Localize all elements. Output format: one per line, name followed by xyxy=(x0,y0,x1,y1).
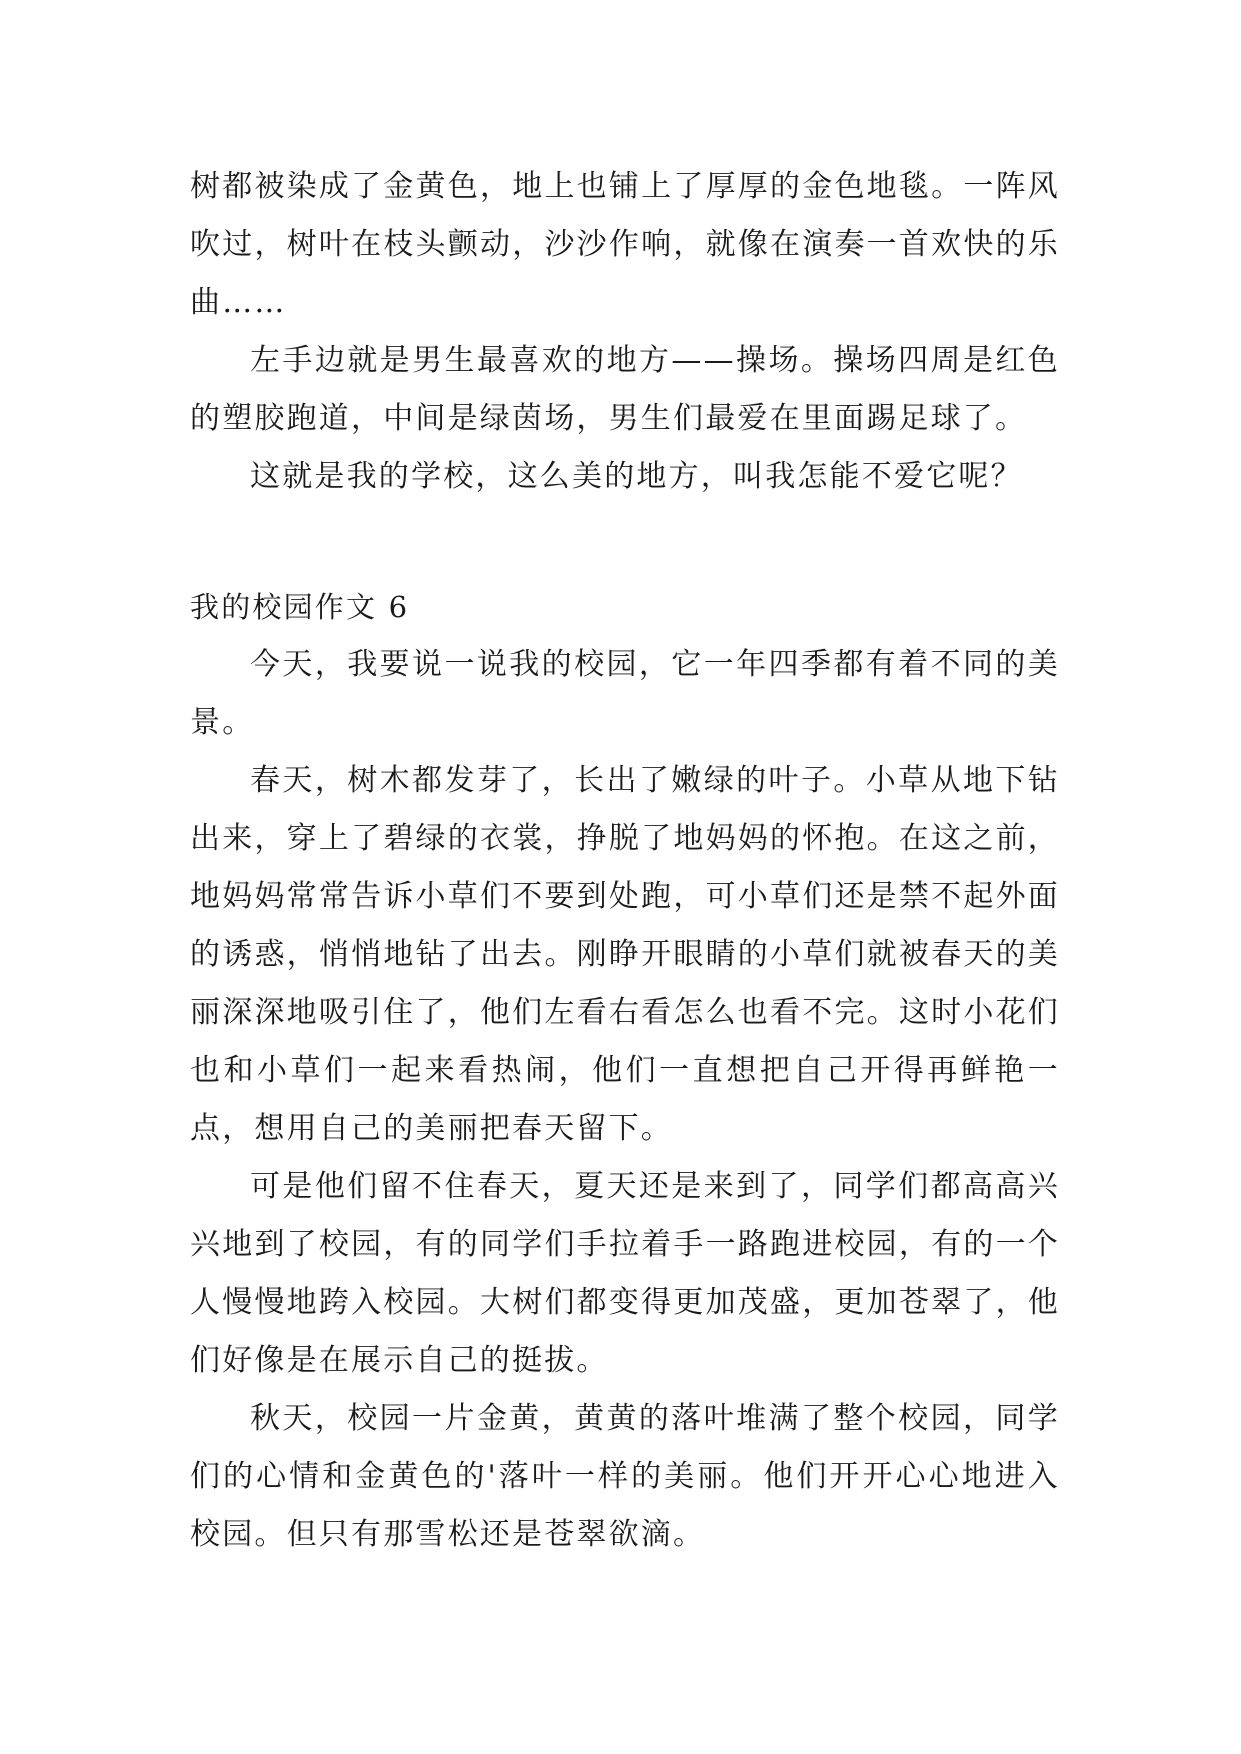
document-page xyxy=(190,158,1060,1564)
section-gap xyxy=(190,506,1060,578)
essay-section xyxy=(190,578,1060,1564)
essay-title: 我的校园作文 6 xyxy=(190,590,410,624)
paragraph: 左手边就是男生最喜欢的地方——操场。操场四周是红色的塑胶跑道，中间是绿茵场，男生们最爱在里面踢足球了。 xyxy=(190,343,1060,436)
paragraph-continued: 树都被染成了金黄色，地上也铺上了厚厚的金色地毯。一阵风吹过，树叶在枝头颤动，沙沙作响，就像在演奏一首欢快的乐曲…… xyxy=(190,169,1060,320)
previous-essay-section xyxy=(190,158,1060,506)
paragraph: 今天，我要说一说我的校园，它一年四季都有着不同的美景。 xyxy=(190,647,1060,740)
paragraph: 可是他们留不住春天，夏天还是来到了，同学们都高高兴兴地到了校园，有的同学们手拉着手一路跑进校园，有的一个人慢慢地跨入校园。大树们都变得更加茂盛，更加苍翠了，他们好像是在展示自己的挺拔。 xyxy=(190,1169,1060,1378)
paragraph: 秋天，校园一片金黄，黄黄的落叶堆满了整个校园，同学们的心情和金黄色的'落叶一样的美丽。他们开开心心地进入校园。但只有那雪松还是苍翠欲滴。 xyxy=(190,1401,1060,1552)
paragraph: 这就是我的学校，这么美的地方，叫我怎能不爱它呢？ xyxy=(250,459,1023,494)
paragraph: 春天，树木都发芽了，长出了嫩绿的叶子。小草从地下钻出来，穿上了碧绿的衣裳，挣脱了地妈妈的怀抱。在这之前，地妈妈常常告诉小草们不要到处跑，可小草们还是禁不起外面的诱惑，悄悄地钻了出去。刚睁开眼睛的小草们就被春天的美丽深深地吸引住了，他们左看右看怎么也看不完。这时小花们也和小草们一起来看热闹，他们一直想把自己开得再鲜艳一点，想用自己的美丽把春天留下。 xyxy=(190,763,1060,1146)
